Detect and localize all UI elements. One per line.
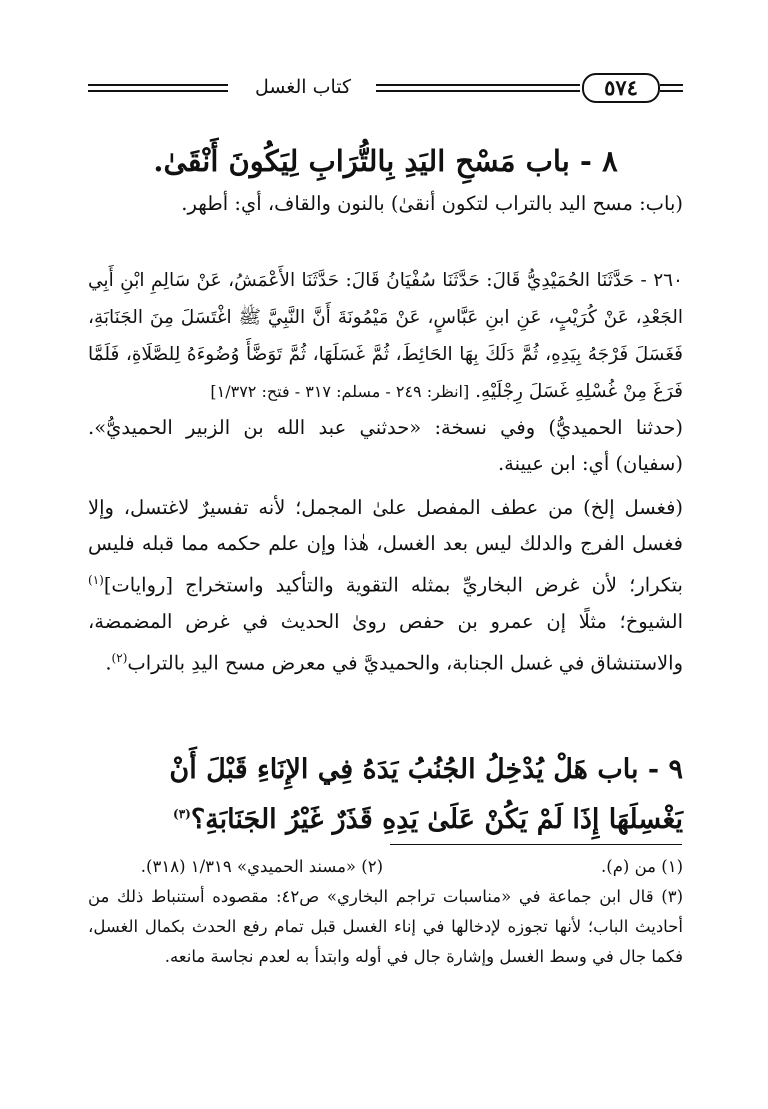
footnote-1-marker: (١) [88, 573, 104, 587]
header-rule-middle-top [376, 84, 580, 86]
footnotes [88, 852, 683, 972]
hadith-references: [انظر: ٢٤٩ - مسلم: ٣١٧ - فتح: ١/٣٧٢] [210, 382, 470, 401]
commentary-part-c: . [105, 651, 112, 674]
header-rule-right-bottom [660, 90, 683, 92]
header-rule-left-bottom [88, 90, 228, 92]
hadith-260 [88, 262, 683, 410]
footnote-3-marker: (٣) [173, 807, 191, 821]
hadith-text: ٢٦٠ - حَدَّثَنَا الحُمَيْدِيُّ قَالَ: حَدَّثَنَا سُفْيَانُ قَالَ: حَدَّثَنَا الأَعْمَشُ، عَنْ سَالِمِ ابْنِ أَبِي الجَعْدِ، عَنْ كُرَيْبٍ، عَنِ ابنِ عَبَّاسٍ، عَنْ مَيْمُونَةَ أَنَّ النَّبِيَّ ﷺ اغْتَسَلَ مِنَ الجَنَابَةِ، فَغَسَلَ فَرْجَهُ بِيَدِهِ، ثُمَّ دَلَكَ بِهَا الحَائِطَ، ثُمَّ غَسَلَهَا، ثُمَّ تَوَضَّأَ وُضُوءَهُ لِلصَّلَاةِ، فَلَمَّا فَرَغَ مِنْ غُسْلِهِ غَسَلَ رِجْلَيْهِ. [88, 270, 683, 402]
footnotes-row-1-2 [88, 852, 683, 882]
section-name: كتاب الغسل [254, 76, 352, 98]
footnote-separator [390, 844, 682, 845]
footnote-2: (٢) «مسند الحميدي» ١/٣١٩ (٣١٨). [140, 857, 383, 876]
footnote-1: (١) من (م). [601, 857, 683, 876]
footnote-3: (٣) قال ابن جماعة في «مناسبات تراجم البخاري» ص٤٢: مقصوده أستنباط ذلك من أحاديث الباب؛ لأنها تجوزه لإدخالها في إناء الغسل قبل تمام رفع الحدث بكمال الغسل، فكما جال في وسط الغسل وإشارة جال في أوله وابتدأ به لعدم نجاسة مانعه. [88, 887, 683, 966]
header-rule-right-top [660, 84, 683, 86]
header-rule-left-top [88, 84, 228, 86]
commentary-part-a: (فغسل إلخ) من عطف المفصل علىٰ المجمل؛ لأنه تفسيرٌ لاغتسل، وإلا فغسل الفرج والدلك ليس بعد الغسل، هٰذا وإن علم حكمه مما قبله فليس بتكرار؛ لأن غرض البخاريِّ بمثله التقوية والتأكيد واستخراج [روايات] [88, 496, 683, 597]
chapter-9-title [88, 748, 683, 842]
commentary-paragraph-1: (حدثنا الحميديُّ) وفي نسخة: «حدثني عبد الله بن الزبير الحميديُّ». (سفيان) أي: ابن عيينة. [88, 416, 683, 475]
footnote-2-marker: (٢) [111, 650, 128, 665]
page-number: ٥٧٤ [582, 73, 660, 103]
chapter-8-title: ٨ - باب مَسْحِ اليَدِ بِالتُّرَابِ لِيَكُونَ أَنْقَىٰ. [153, 144, 618, 178]
chapter-8-commentary: (باب: مسح اليد بالتراب لتكون أنقىٰ) بالنون والقاف، أي: أطهر. [181, 192, 683, 215]
commentary-part-b: الشيوخ؛ مثلًا إن عمرو بن حفص روىٰ الحديث في غرض المضمضة، والاستنشاق في غسل الجنابة، والحميديَّ في معرض مسح اليدِ بالتراب [88, 609, 683, 674]
chapter-9-title-text: ٩ - باب هَلْ يُدْخِلُ الجُنُبُ يَدَهُ فِي الإِنَاءِ قَبْلَ أَنْ يَغْسِلَهَا إِذَا لَمْ يَكُنْ عَلَىٰ يَدِهِ قَذَرٌ غَيْرُ الجَنَابَةِ؟ [169, 754, 683, 835]
running-header [88, 72, 683, 106]
header-rule-middle-bottom [376, 90, 580, 92]
commentary-paragraph-2 [88, 490, 683, 681]
